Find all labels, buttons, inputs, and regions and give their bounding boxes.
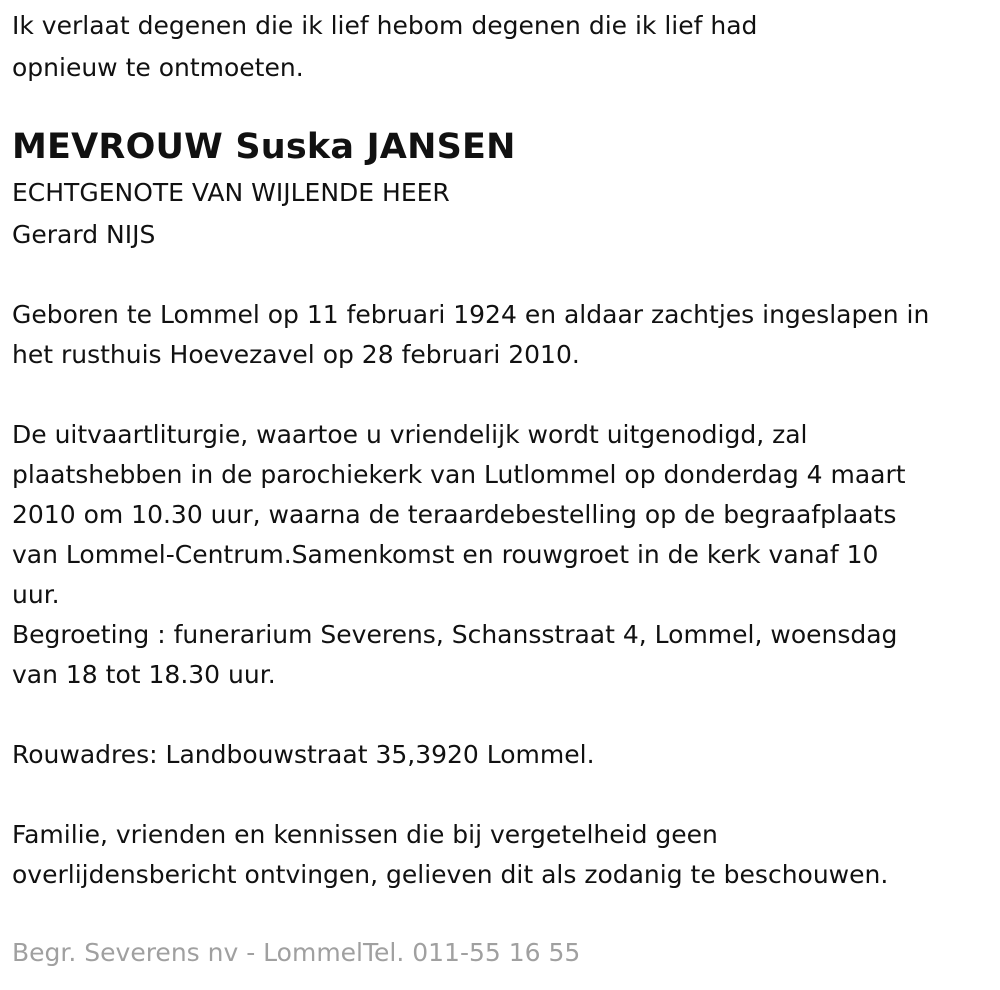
paragraph-line: Familie, vrienden en kennissen die bij vergetelheid geen (12, 820, 718, 849)
funeral-paragraph (12, 415, 906, 695)
intro-quote (12, 5, 757, 89)
paragraph-line: het rusthuis Hoevezavel op 28 februari 2010. (12, 340, 580, 369)
paragraph-line: van Lommel-Centrum.Samenkomst en rouwgroet in de kerk vanaf 10 (12, 540, 879, 569)
paragraph-line: uur. (12, 580, 60, 609)
paragraph-line: Begroeting : funerarium Severens, Schansstraat 4, Lommel, woensdag (12, 620, 898, 649)
intro-line: Ik verlaat degenen die ik lief hebom degenen die ik lief had (12, 11, 758, 40)
paragraph-line: De uitvaartliturgie, waartoe u vriendelijk wordt uitgenodigd, zal (12, 420, 808, 449)
paragraph-line: plaatshebben in de parochiekerk van Lutlommel op donderdag 4 maart (12, 460, 906, 489)
paragraph-line: 2010 om 10.30 uur, waarna de teraardebestelling op de begraafplaats (12, 500, 897, 529)
spouse-info (12, 172, 450, 256)
mourning-address: Rouwadres: Landbouwstraat 35,3920 Lommel. (12, 740, 595, 769)
family-notice (12, 815, 888, 895)
paragraph-line: van 18 tot 18.30 uur. (12, 660, 276, 689)
paragraph-line: Geboren te Lommel op 11 februari 1924 en aldaar zachtjes ingeslapen in (12, 300, 930, 329)
spouse-name: Gerard NIJS (12, 220, 156, 249)
deceased-name: MEVROUW Suska JANSEN (12, 127, 516, 167)
paragraph-line: overlijdensbericht ontvingen, gelieven dit als zodanig te beschouwen. (12, 860, 889, 889)
intro-line: opnieuw te ontmoeten. (12, 53, 304, 82)
undertaker-footer: Begr. Severens nv - LommelTel. 011-55 16 55 (12, 938, 581, 967)
spouse-title: ECHTGENOTE VAN WIJLENDE HEER (12, 178, 450, 207)
birth-death-paragraph (12, 295, 929, 375)
